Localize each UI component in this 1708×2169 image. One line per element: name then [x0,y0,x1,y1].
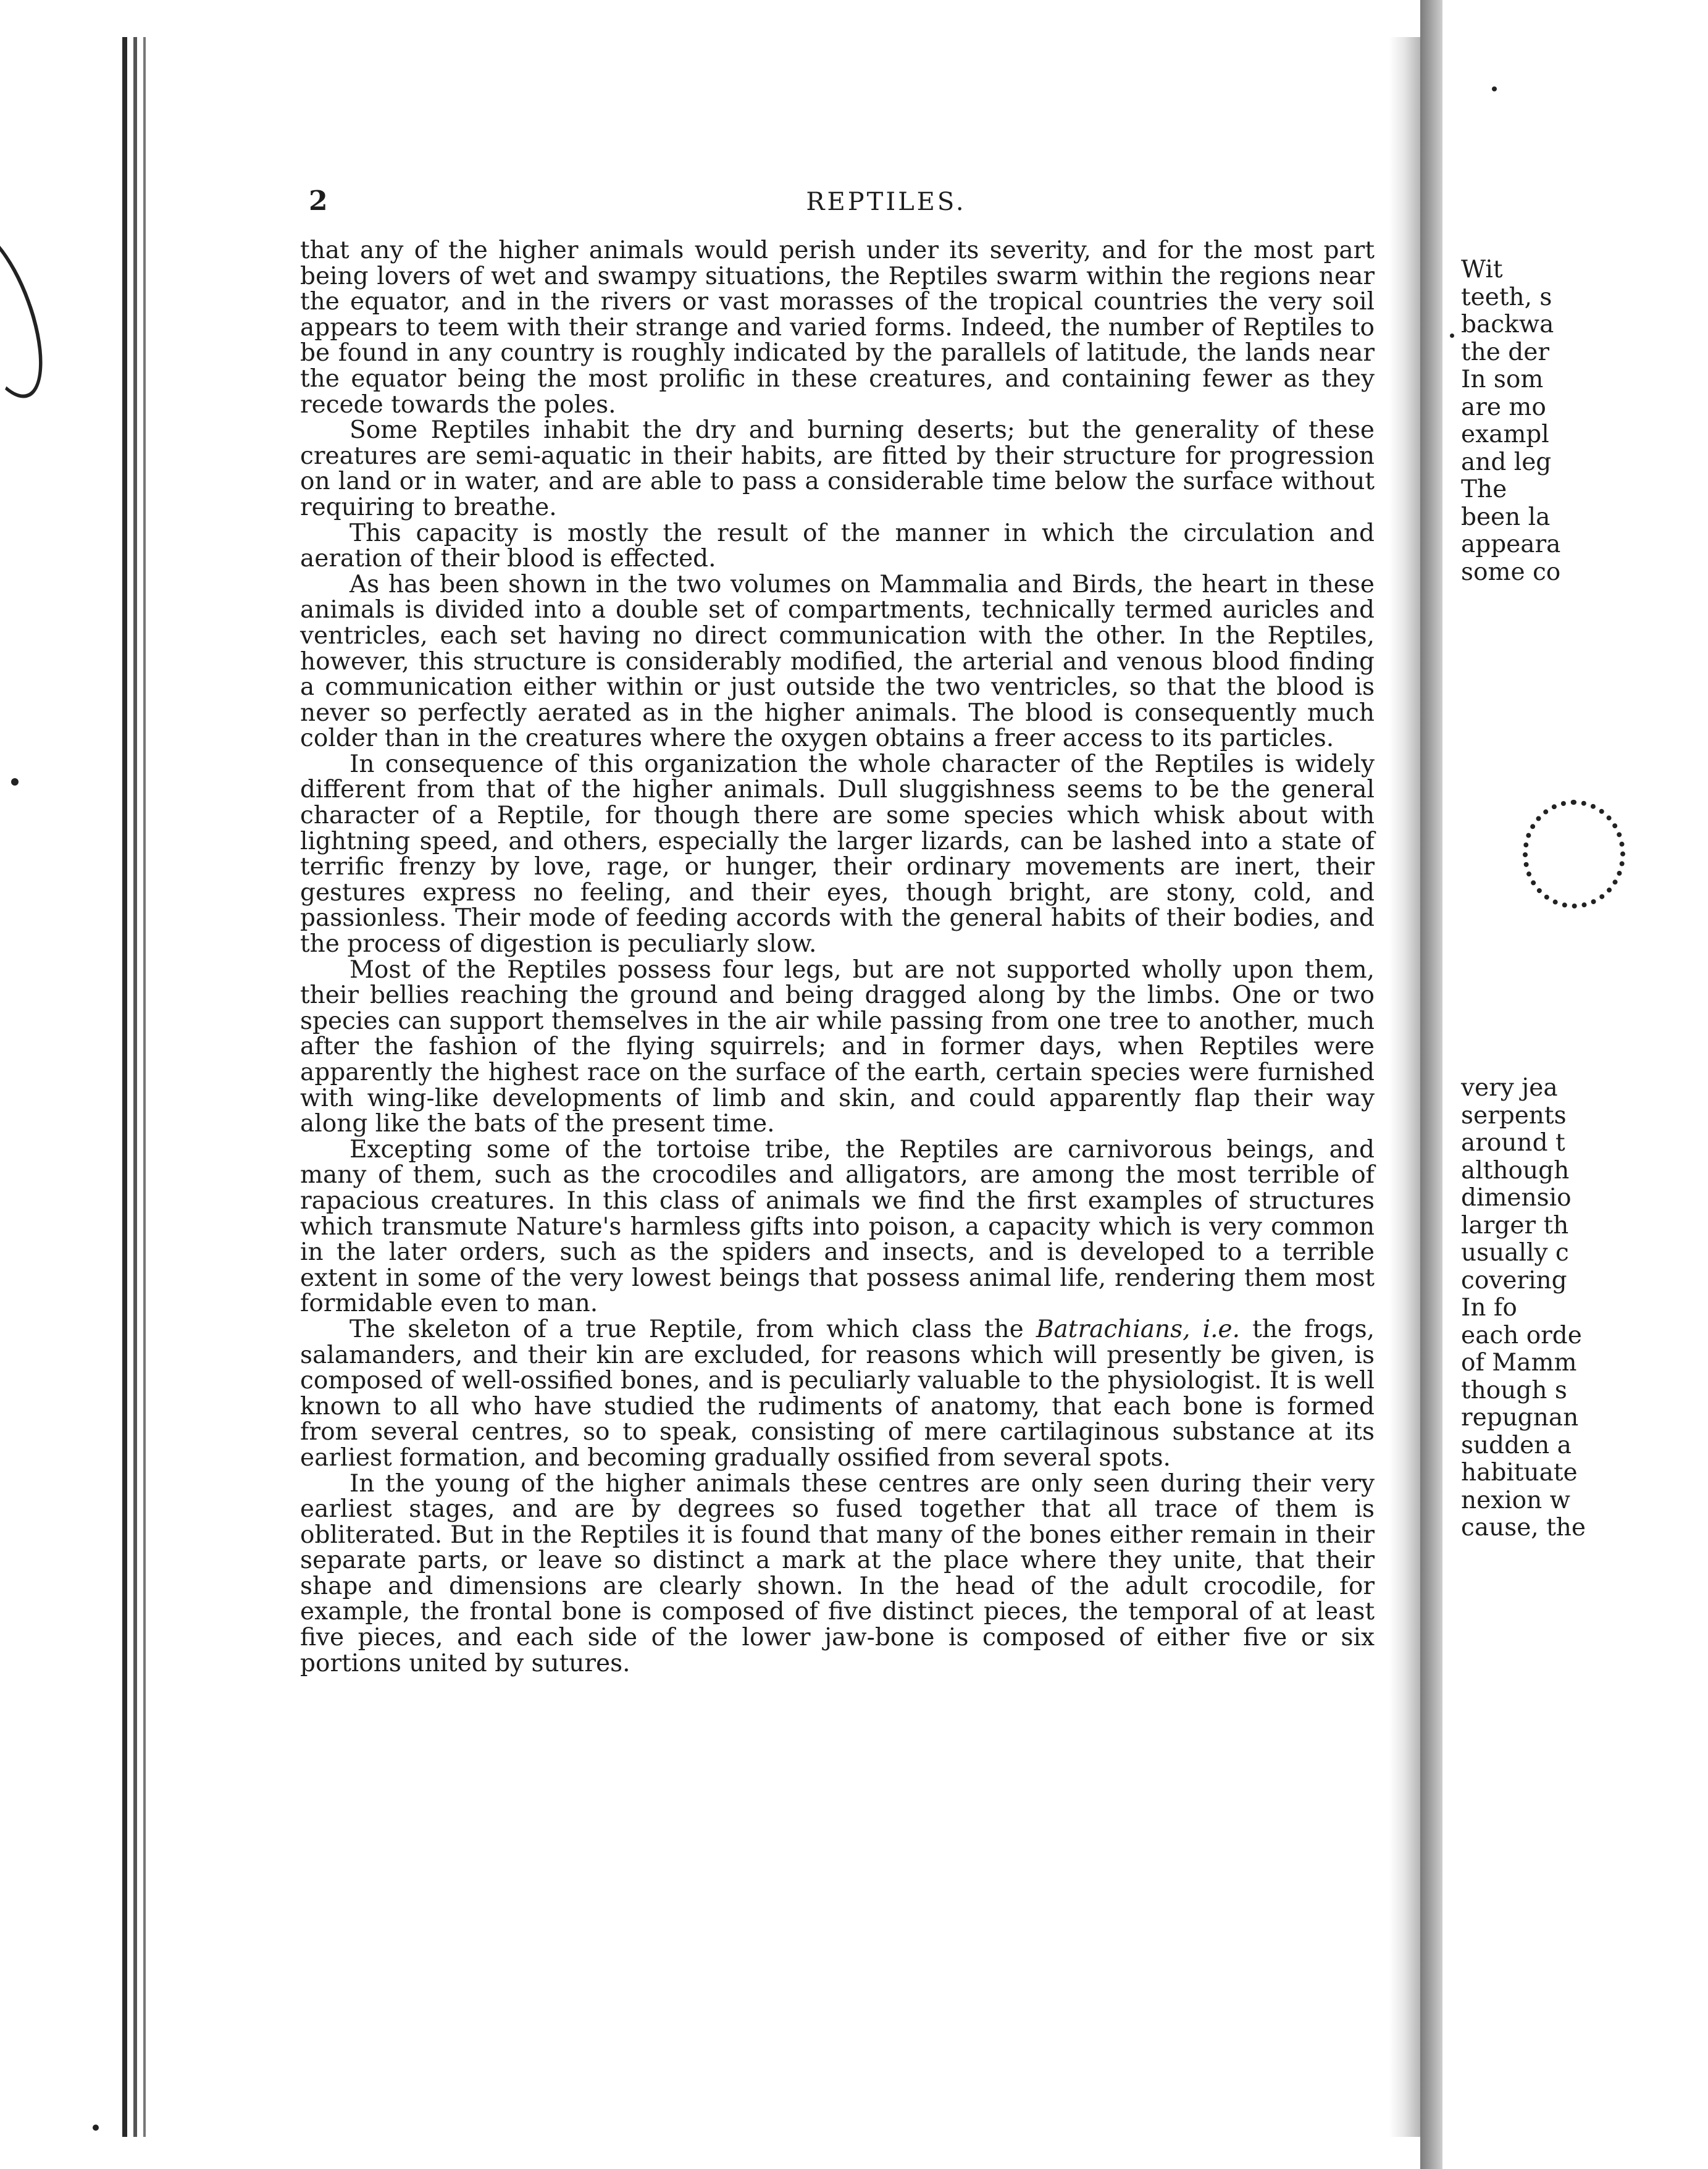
running-title: REPTILES. [806,188,966,216]
paragraph: Most of the Reptiles possess four legs, but are not supported wholly upon them, their bellies reaching the ground and being dragged along by the limbs. One or two species can support themselves in the air while passing from one tree to another, much after the fashion of the flying squirrels; and in former days, when Reptiles were apparently the highest race on the surface of the earth, certain species were furnished with wing-like developments of limb and skin, and could apparently flap their way along like the bats of the present time. [300,955,1375,1138]
facing-text-line: usually c [1461,1239,1569,1267]
facing-text-line: nexion w [1461,1486,1571,1514]
paragraph: Excepting some of the tortoise tribe, the Reptiles are carnivorous beings, and many of them, such as the crocodiles and alligators, are among the most terrible of rapacious creatures. In this class of animals we find the first examples of structures which transmute Nature's harmless gifts into poison, a capacity which is very common in the later orders, such as the spiders and insects, and is developed to a terrible extent in some of the very lowest beings that possess animal life, rendering them most formidable even to man. [300,1135,1375,1318]
page-number: 2 [309,185,329,217]
facing-text-line: covering [1461,1266,1567,1294]
binding-edge-line [143,37,146,2137]
facing-text-line: serpents [1461,1101,1567,1130]
facing-page [1442,0,1586,2169]
facing-text-line: backwa [1461,311,1554,338]
facing-text-line: cause, the [1461,1514,1586,1542]
paragraph-skeleton [300,1317,1375,1471]
book-gutter [1420,0,1442,2169]
facing-text-line: repugnan [1461,1404,1579,1432]
facing-text-line: In fo [1461,1294,1517,1322]
facing-text-line: Wit [1461,256,1503,283]
facing-text-line: been la [1461,503,1551,531]
paragraph: As has been shown in the two volumes on Mammalia and Birds, the heart in these animals is divided into a double set of compartments, technically termed auricles and ventricles, each set having no direct communication with the other. In the Reptiles, however, this structure is considerably modified, the arterial and venous blood finding a communication either within or just outside the two ventricles, so that the blood is never so perfectly aerated as in the higher animals. The blood is consequently much colder than in the creatures where the oxygen obtains a freer access to its particles. [300,570,1375,753]
paragraph: This capacity is mostly the result of the manner in which the circulation and aeration of their blood is effected. [300,519,1375,573]
facing-text-line: appeara [1461,531,1561,558]
facing-text-line: around t [1461,1129,1565,1157]
facing-text-line: some co [1461,558,1561,586]
facing-text-line: very jea [1461,1074,1558,1102]
ornament-figure [1523,800,1625,908]
facing-text-line: dimensio [1461,1184,1572,1212]
facing-text-line: are mo [1461,393,1546,421]
facing-text-line: the der [1461,338,1549,366]
paragraph-text: The skeleton of a true Reptile, from which class the [350,1315,1036,1343]
paragraph: In the young of the higher animals these centres are only seen during their very earliest stages, and are by degrees so fused together that all trace of them is obliterated. But in the Reptiles it is found that many of the bones either remain in their separate parts, or leave so distinct a mark at the place where they unite, that their shape and dimensions are clearly shown. In the head of the adult crocodile, for example, the frontal bone is composed of five distinct pieces, the temporal of at least five pieces, and each side of the lower jaw-bone is composed of either five or six portions united by sutures. [300,1469,1375,1677]
facing-text-line: sudden a [1461,1431,1572,1459]
page-header [309,185,1389,235]
binding-edge-line [133,37,137,2137]
scan-speck [93,2125,99,2131]
facing-text-line: although [1461,1156,1570,1185]
scan-margin-left [0,0,148,2169]
facing-text-line: exampl [1461,421,1549,448]
paragraph: that any of the higher animals would perish under its severity, and for the most part being lovers of wet and swampy situations, the Reptiles swarm within the regions near the equator, and in the rivers or vast morasses of the tropical countries the very soil appears to teem with their strange and varied forms. Indeed, the number of Reptiles to be found in any country is roughly indicated by the parallels of latitude, the lands near the equator being the most prolific in these creatures, and containing fewer as they recede towards the poles. [300,237,1375,419]
facing-text-line: teeth, s [1461,283,1552,311]
facing-text-line: The [1461,476,1507,503]
facing-text-line: In som [1461,366,1544,393]
paragraph: In consequence of this organization the whole character of the Reptiles is widely different from that of the higher animals. Dull sluggishness seems to be the general character of a Reptile, for though there are some species which whisk about with lightning speed, and others, especially the larger lizards, can be lashed into a state of terrific frenzy by love, rage, or hunger, their ordinary movements are inert, their gestures express no feeling, and their eyes, though bright, are stony, cold, and passionless. Their mode of feeding accords with the general habits of their bodies, and the process of digestion is peculiarly slow. [300,750,1375,959]
scan-speck [11,778,19,786]
facing-text-line: each orde [1461,1321,1582,1349]
binding-edge-line [122,37,127,2137]
paragraph: Some Reptiles inhabit the dry and burning deserts; but the generality of these creatures are semi-aquatic in their habits, are fitted by their structure for progression on land or in water, and are able to pass a considerable time below the surface without requiring to breathe. [300,416,1375,521]
facing-text-line: habituate [1461,1459,1578,1487]
facing-text-line: though s [1461,1376,1567,1404]
italic-term: Batrachians, i.e. [1036,1315,1240,1343]
body-text [300,238,1375,1676]
paragraph-text: the frogs, salamanders, and their kin are excluded, for reasons which will presently be given, is composed of well-ossified bones, and is peculiarly valuable to the physiologist. It is well known to all who have studied the rudiments of anatomy, that each bone is formed from several centres, so to speak, consisting of mere cartilaginous substance at its earliest formation, and becoming gradually ossified from several spots. [300,1315,1375,1472]
facing-text-line: and leg [1461,448,1552,476]
scan-artifact-curve [0,216,61,409]
scan-speck [1450,334,1454,338]
scan-speck [1492,86,1497,91]
facing-text-block-top [1461,256,1708,586]
facing-text-line: of Mamm [1461,1349,1577,1377]
facing-text-line: larger th [1461,1211,1569,1240]
facing-text-block-bottom [1461,1075,1708,1542]
